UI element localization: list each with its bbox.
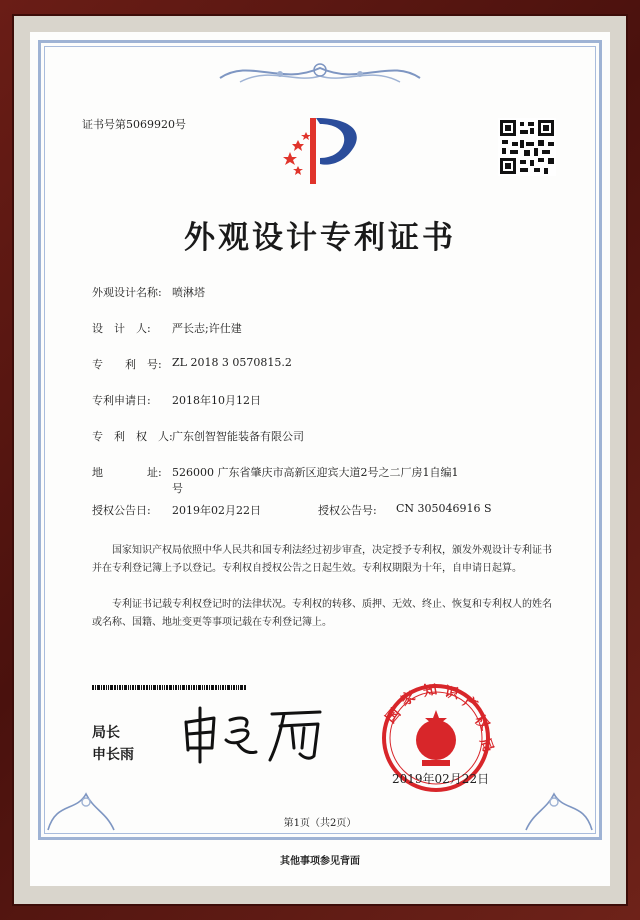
certificate-title: 外观设计专利证书 — [184, 220, 456, 256]
seal-date: 2019年02月22日 — [392, 772, 490, 786]
field-value-application-date: 2018年10月12日 — [172, 394, 261, 407]
svg-text:局: 局 — [476, 735, 497, 755]
handwritten-signature — [180, 704, 330, 768]
field-label-designer: 设 计 人: — [92, 322, 151, 335]
field-label-announcement-number: 授权公告号: — [318, 504, 377, 517]
field-value-announcement-number: CN 305046916 S — [396, 502, 492, 515]
qr-code-icon — [498, 118, 556, 176]
svg-text:国: 国 — [382, 705, 405, 727]
signer-name: 申长雨 — [92, 747, 134, 763]
legal-status-paragraph: 专利证书记载专利权登记时的法律状况。专利权的转移、质押、无效、终止、恢复和专利权人的姓名或名称、国籍、地址变更等事项记载在专利登记簿上。 — [92, 599, 552, 628]
field-label-grant-date: 授权公告日: — [92, 504, 151, 517]
signer-title: 局长 — [92, 725, 120, 741]
svg-text:产: 产 — [460, 693, 481, 715]
field-label-address: 地 址: — [92, 466, 162, 479]
field-value-designer: 严长志;许仕建 — [172, 322, 242, 335]
page-indicator: 第1页（共2页） — [283, 818, 357, 829]
svg-text:知: 知 — [421, 682, 439, 700]
field-label-patentee: 专 利 权 人: — [92, 430, 173, 443]
field-label-design-name: 外观设计名称: — [92, 286, 162, 299]
svg-text:家: 家 — [398, 688, 419, 710]
top-ornament — [210, 56, 430, 90]
footer-note: 其他事项参见背面 — [280, 856, 360, 867]
field-label-patent-number: 专 利 号: — [92, 358, 162, 371]
field-value-address-line1: 526000 广东省肇庆市高新区迎宾大道2号之二厂房1自编1 — [172, 466, 459, 479]
barcode-icon — [92, 680, 292, 690]
field-value-patent-number: ZL 2018 3 0570815.2 — [172, 356, 292, 369]
field-value-grant-date: 2019年02月22日 — [172, 504, 261, 517]
certificate-number: 证书号第5069920号 — [82, 118, 186, 131]
cnipa-logo-icon — [276, 112, 368, 188]
svg-text:权: 权 — [470, 712, 493, 734]
grant-paragraph: 国家知识产权局依照中华人民共和国专利法经过初步审查，决定授予专利权，颁发外观设计专利证书并在专利登记簿上予以登记。专利权自授权公告之日起生效。专利权期限为十年，自申请日起算。 — [92, 545, 552, 574]
field-value-patentee: 广东创智智能装备有限公司 — [172, 430, 304, 443]
field-label-application-date: 专利申请日: — [92, 394, 151, 407]
svg-text:识: 识 — [443, 684, 460, 703]
field-value-design-name: 喷淋塔 — [172, 286, 205, 299]
field-value-address-line2: 号 — [172, 482, 183, 495]
